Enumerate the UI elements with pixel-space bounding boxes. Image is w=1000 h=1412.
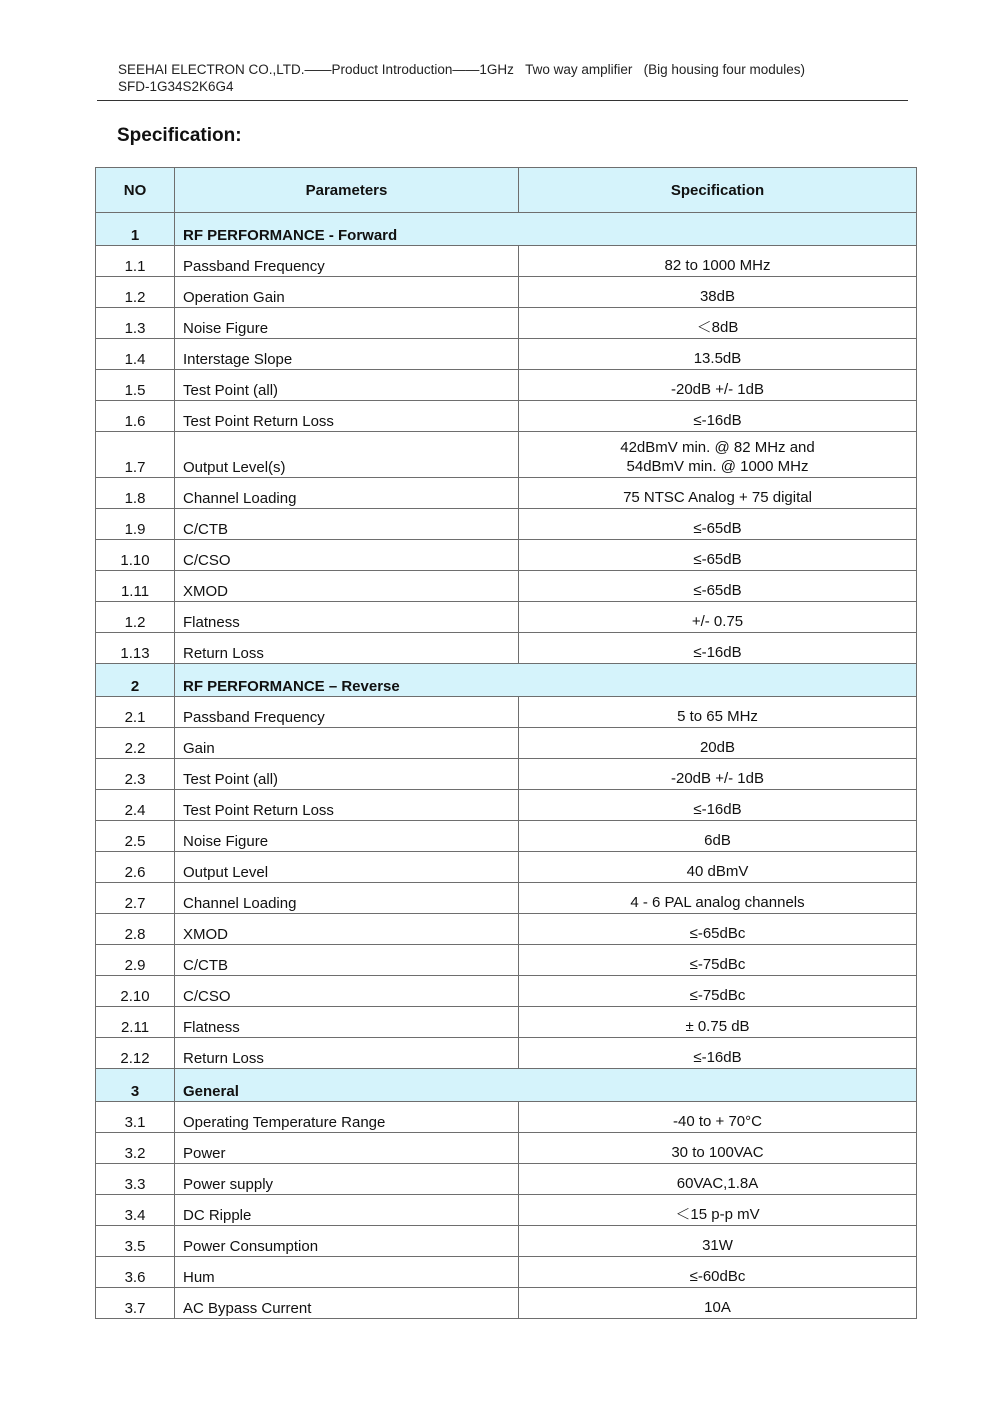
specification-cell [519, 602, 917, 633]
row-number: 2.7 [96, 883, 175, 914]
parameter-cell: Noise Figure [175, 308, 519, 339]
parameter-cell: Passband Frequency [175, 697, 519, 728]
table-row [96, 1288, 917, 1319]
specification-value: ≤-60dBc [689, 1268, 746, 1285]
parameter-cell: Test Point (all) [175, 370, 519, 401]
specification-value: ≤-16dB [693, 644, 742, 661]
table-row [96, 540, 917, 571]
specification-cell [519, 821, 917, 852]
specification-value: 38dB [699, 288, 736, 305]
specification-value: ≤-75dBc [689, 987, 746, 1004]
specification-value: -40 to + 70°C [673, 1113, 762, 1130]
parameter-cell: Power [175, 1133, 519, 1164]
table-row [96, 308, 917, 339]
parameter-cell: Gain [175, 728, 519, 759]
specification-cell [519, 1257, 917, 1288]
table-row [96, 246, 917, 277]
specification-cell [519, 945, 917, 976]
table-row [96, 1164, 917, 1195]
parameter-cell: Test Point (all) [175, 759, 519, 790]
row-number: 1.5 [96, 370, 175, 401]
specification-cell [519, 1038, 917, 1069]
specification-value: ≤-16dB [693, 1049, 742, 1066]
specification-value: ＜15 p-p mV [675, 1206, 760, 1223]
row-number: 1.10 [96, 540, 175, 571]
page-title: Specification: [117, 125, 242, 146]
section-title: RF PERFORMANCE - Forward [175, 213, 917, 246]
section-row [96, 664, 917, 697]
row-number: 3.2 [96, 1133, 175, 1164]
table-row [96, 1102, 917, 1133]
parameter-cell: Test Point Return Loss [175, 790, 519, 821]
table-row [96, 759, 917, 790]
row-number: 2.9 [96, 945, 175, 976]
specification-cell [519, 1288, 917, 1319]
row-number: 1.9 [96, 509, 175, 540]
header-company-line: SEEHAI ELECTRON CO.,LTD.——Product Introduction——1GHz Two way amplifier (Big housing four modules) [118, 62, 805, 77]
row-number: 1.13 [96, 633, 175, 664]
table-row [96, 339, 917, 370]
specification-cell [519, 633, 917, 664]
parameter-cell: Return Loss [175, 633, 519, 664]
specification-cell [519, 246, 917, 277]
parameter-cell: Return Loss [175, 1038, 519, 1069]
parameter-cell: Test Point Return Loss [175, 401, 519, 432]
table-row [96, 370, 917, 401]
row-number: 1.4 [96, 339, 175, 370]
table-row [96, 602, 917, 633]
specification-value: -20dB +/- 1dB [671, 381, 764, 398]
row-number: 1.7 [96, 432, 175, 478]
section-row [96, 1069, 917, 1102]
specification-cell [519, 883, 917, 914]
specification-cell [519, 852, 917, 883]
row-number: 2.6 [96, 852, 175, 883]
specification-value: 60VAC,1.8A [676, 1175, 759, 1192]
section-title: General [175, 1069, 917, 1102]
column-header-parameters: Parameters [175, 168, 519, 213]
row-number: 3.5 [96, 1226, 175, 1257]
specification-value: 82 to 1000 MHz [664, 257, 771, 274]
parameter-cell: Power Consumption [175, 1226, 519, 1257]
specification-value: 4 - 6 PAL analog channels [630, 894, 805, 911]
specification-value: 31W [702, 1237, 733, 1254]
table-body [96, 213, 917, 1319]
parameter-cell: C/CTB [175, 509, 519, 540]
row-number: 3.6 [96, 1257, 175, 1288]
parameter-cell: Flatness [175, 1007, 519, 1038]
specification-cell [519, 277, 917, 308]
specification-cell [519, 1102, 917, 1133]
table-row [96, 1195, 917, 1226]
row-number: 2.1 [96, 697, 175, 728]
specification-cell [519, 1133, 917, 1164]
specification-value: ≤-65dB [693, 520, 742, 537]
row-number: 1.2 [96, 277, 175, 308]
table-row [96, 697, 917, 728]
parameter-cell: Channel Loading [175, 478, 519, 509]
row-number: 1.2 [96, 602, 175, 633]
row-number: 1.3 [96, 308, 175, 339]
specification-value: 10A [704, 1299, 731, 1316]
table-row [96, 976, 917, 1007]
specification-cell [519, 509, 917, 540]
table-row [96, 571, 917, 602]
section-number: 2 [96, 664, 175, 697]
row-number: 3.1 [96, 1102, 175, 1133]
section-row [96, 213, 917, 246]
specification-cell [519, 759, 917, 790]
header-divider [97, 100, 908, 101]
specification-cell [519, 401, 917, 432]
section-number: 3 [96, 1069, 175, 1102]
specification-cell [519, 370, 917, 401]
row-number: 2.3 [96, 759, 175, 790]
parameter-cell: DC Ripple [175, 1195, 519, 1226]
table-row [96, 883, 917, 914]
specification-value: 13.5dB [693, 350, 742, 367]
parameter-cell: Passband Frequency [175, 246, 519, 277]
row-number: 1.1 [96, 246, 175, 277]
specification-table [95, 167, 917, 1319]
table-row [96, 633, 917, 664]
specification-value: 5 to 65 MHz [677, 708, 758, 725]
parameter-cell: Output Level(s) [175, 432, 519, 478]
header-model-line: SFD-1G34S2K6G4 [118, 79, 234, 94]
specification-value-line2: 54dBmV min. @ 1000 MHz [626, 458, 809, 475]
specification-value: ≤-75dBc [689, 956, 746, 973]
table-row [96, 914, 917, 945]
specification-cell [519, 976, 917, 1007]
table-row [96, 790, 917, 821]
specification-cell [519, 540, 917, 571]
parameter-cell: Power supply [175, 1164, 519, 1195]
specification-value: 75 NTSC Analog + 75 digital [623, 489, 812, 506]
specification-value: ± 0.75 dB [685, 1018, 750, 1035]
row-number: 3.4 [96, 1195, 175, 1226]
table-row [96, 1133, 917, 1164]
parameter-cell: Noise Figure [175, 821, 519, 852]
specification-cell [519, 1195, 917, 1226]
row-number: 2.12 [96, 1038, 175, 1069]
specification-cell [519, 1164, 917, 1195]
specification-cell [519, 1007, 917, 1038]
specification-value: 40 dBmV [686, 863, 749, 880]
specification-value: ≤-16dB [693, 801, 742, 818]
parameter-cell: C/CSO [175, 540, 519, 571]
column-header-specification: Specification [519, 168, 917, 213]
specification-cell [519, 697, 917, 728]
specification-cell [519, 478, 917, 509]
row-number: 1.8 [96, 478, 175, 509]
parameter-cell: XMOD [175, 571, 519, 602]
row-number: 1.6 [96, 401, 175, 432]
specification-cell [519, 728, 917, 759]
table-row [96, 509, 917, 540]
parameter-cell: Hum [175, 1257, 519, 1288]
row-number: 2.8 [96, 914, 175, 945]
column-header-no: NO [96, 168, 175, 213]
specification-value: +/- 0.75 [691, 613, 744, 630]
parameter-cell: C/CTB [175, 945, 519, 976]
table-row [96, 1007, 917, 1038]
row-number: 3.7 [96, 1288, 175, 1319]
section-title: RF PERFORMANCE – Reverse [175, 664, 917, 697]
document-header [118, 61, 908, 95]
table-row [96, 945, 917, 976]
row-number: 2.10 [96, 976, 175, 1007]
parameter-cell: Output Level [175, 852, 519, 883]
table-row [96, 821, 917, 852]
parameter-cell: Channel Loading [175, 883, 519, 914]
parameter-cell: XMOD [175, 914, 519, 945]
specification-value: ≤-65dBc [689, 925, 746, 942]
table-row [96, 277, 917, 308]
parameter-cell: C/CSO [175, 976, 519, 1007]
row-number: 2.4 [96, 790, 175, 821]
specification-value: 20dB [699, 739, 736, 756]
specification-value: 6dB [704, 832, 731, 849]
parameter-cell: Operation Gain [175, 277, 519, 308]
specification-value: 42dBmV min. @ 82 MHz and [620, 439, 815, 456]
specification-value: ≤-65dB [693, 582, 742, 599]
specification-value: ＜8dB [696, 319, 739, 336]
row-number: 2.11 [96, 1007, 175, 1038]
specification-cell [519, 1226, 917, 1257]
table-row [96, 728, 917, 759]
row-number: 3.3 [96, 1164, 175, 1195]
specification-cell [519, 571, 917, 602]
row-number: 2.2 [96, 728, 175, 759]
specification-value: ≤-65dB [693, 551, 742, 568]
specification-cell [519, 914, 917, 945]
specification-cell [519, 308, 917, 339]
specification-cell [519, 790, 917, 821]
table-row [96, 432, 917, 478]
row-number: 1.11 [96, 571, 175, 602]
parameter-cell: AC Bypass Current [175, 1288, 519, 1319]
row-number: 2.5 [96, 821, 175, 852]
table-row [96, 1257, 917, 1288]
section-number: 1 [96, 213, 175, 246]
specification-value: ≤-16dB [693, 412, 742, 429]
specification-cell [519, 432, 917, 478]
table-row [96, 852, 917, 883]
table-row [96, 1226, 917, 1257]
specification-value: 30 to 100VAC [671, 1144, 764, 1161]
table-row [96, 1038, 917, 1069]
table-row [96, 478, 917, 509]
parameter-cell: Flatness [175, 602, 519, 633]
parameter-cell: Operating Temperature Range [175, 1102, 519, 1133]
specification-value: -20dB +/- 1dB [671, 770, 764, 787]
table-row [96, 401, 917, 432]
table-header-row [96, 168, 917, 213]
parameter-cell: Interstage Slope [175, 339, 519, 370]
specification-cell [519, 339, 917, 370]
